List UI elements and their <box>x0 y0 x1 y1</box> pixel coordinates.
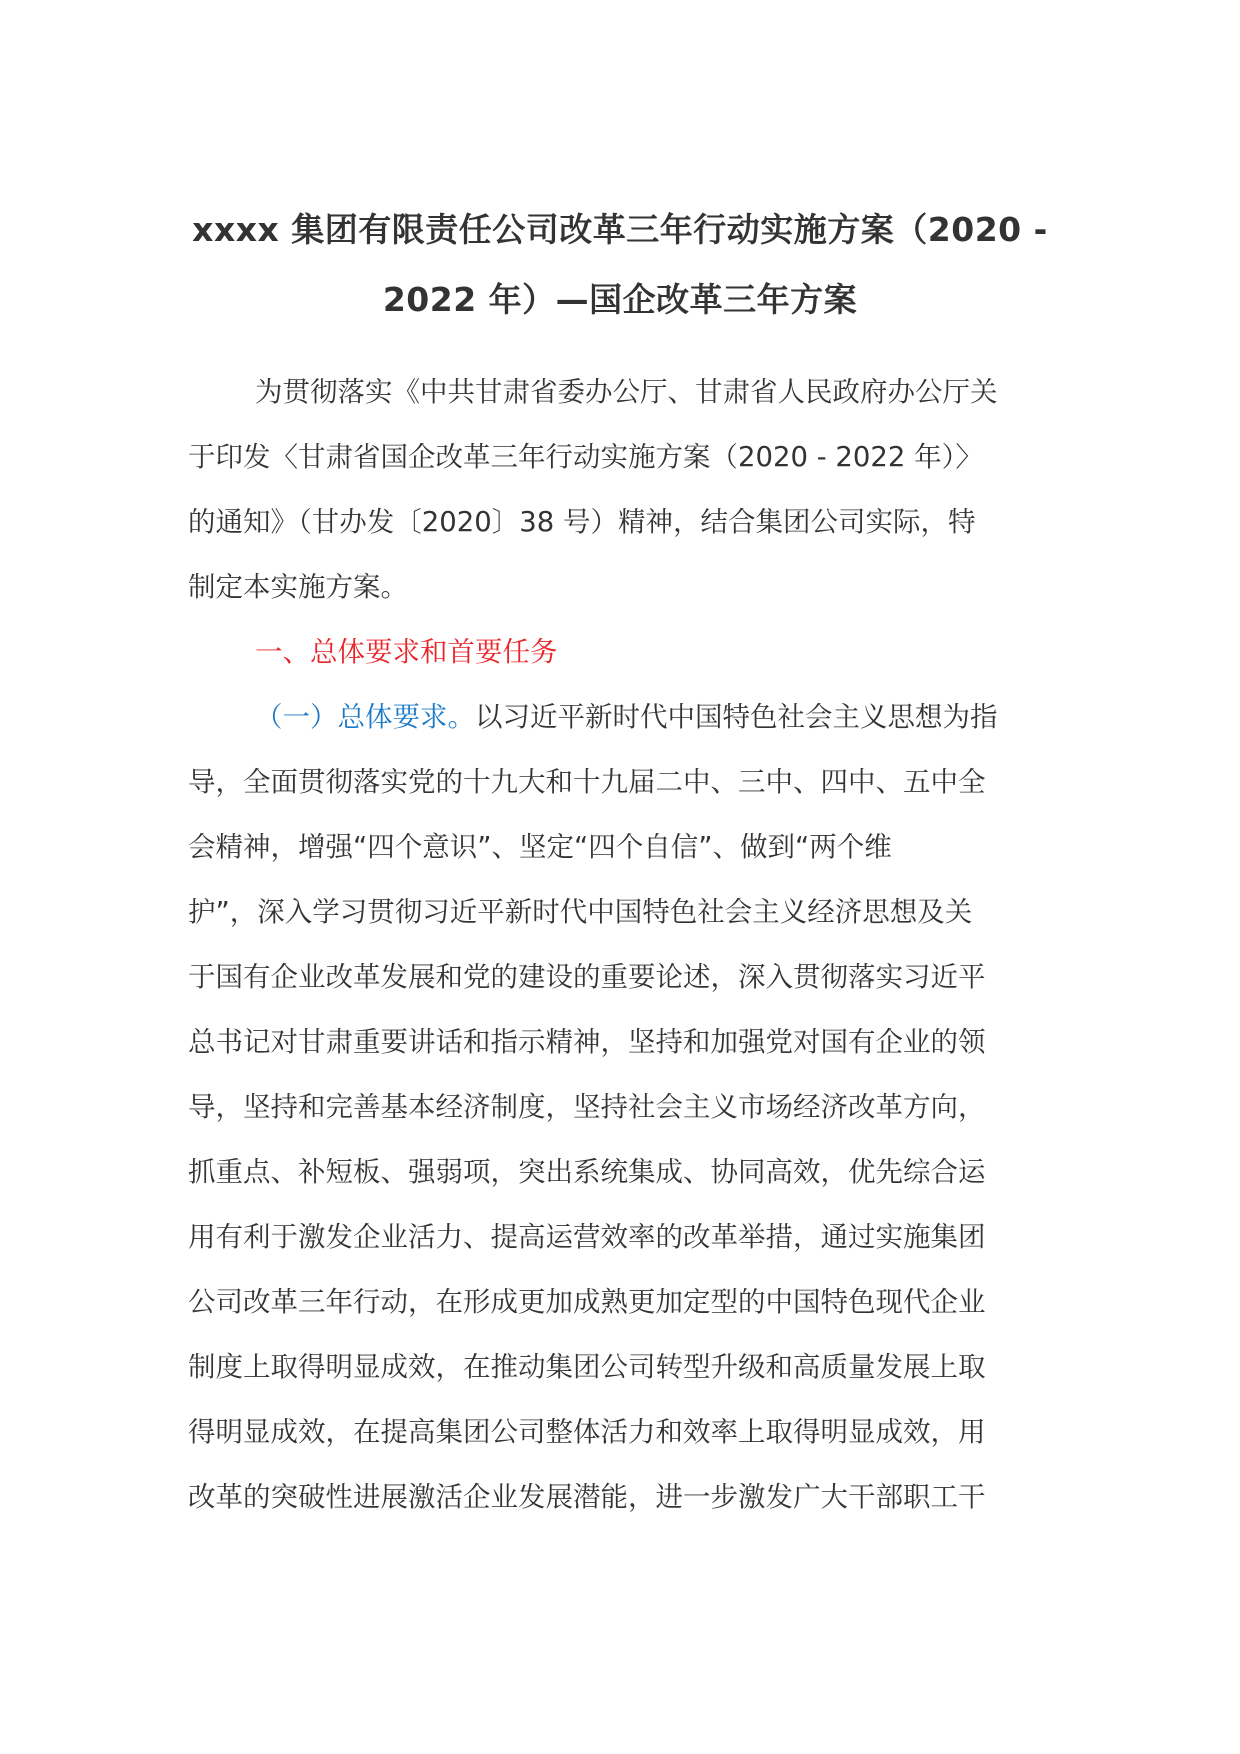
body-line-1: 导，全面贯彻落实党的十九大和十九届二中、三中、四中、五中全 <box>188 766 986 798</box>
body-line-7: 抓重点、补短板、强弱项，突出系统集成、协同高效，优先综合运 <box>188 1156 986 1188</box>
subsection-first-line <box>188 685 1050 750</box>
title-line-1: xxxx 集团有限责任公司改革三年行动实施方案（2020 - <box>192 210 1048 249</box>
body-line-8: 用有利于激发企业活力、提高运营效率的改革举措，通过实施集团 <box>188 1221 986 1253</box>
subsection-label: （一）总体要求。 <box>255 701 475 733</box>
body-line-4: 于国有企业改革发展和党的建设的重要论述，深入贯彻落实习近平 <box>188 961 986 993</box>
document-body <box>188 360 1050 1530</box>
document-title <box>170 195 1070 335</box>
intro-line-3: 的通知》（甘办发〔2020〕38 号）精神，结合集团公司实际，特 <box>188 506 976 538</box>
intro-line-1: 为贯彻落实《中共甘肃省委办公厅、甘肃省人民政府办公厅关 <box>255 376 998 408</box>
title-line-2: 2022 年）—国企改革三年方案 <box>382 280 858 319</box>
intro-line-4: 制定本实施方案。 <box>188 571 408 603</box>
body-line-12: 改革的突破性进展激活企业发展潜能，进一步激发广大干部职工干 <box>188 1481 986 1513</box>
body-line-5: 总书记对甘肃重要讲话和指示精神，坚持和加强党对国有企业的领 <box>188 1026 986 1058</box>
subsection-first-line-text: 以习近平新时代中国特色社会主义思想为指 <box>475 701 998 733</box>
body-line-2: 会精神，增强“四个意识”、坚定“四个自信”、做到“两个维 <box>188 831 892 863</box>
section-heading: 一、总体要求和首要任务 <box>255 636 558 668</box>
body-line-3: 护”，深入学习贯彻习近平新时代中国特色社会主义经济思想及关 <box>188 896 973 928</box>
body-line-6: 导，坚持和完善基本经济制度，坚持社会主义市场经济改革方向， <box>188 1091 986 1123</box>
body-line-9: 公司改革三年行动，在形成更加成熟更加定型的中国特色现代企业 <box>188 1286 986 1318</box>
body-line-10: 制度上取得明显成效，在推动集团公司转型升级和高质量发展上取 <box>188 1351 986 1383</box>
body-line-11: 得明显成效，在提高集团公司整体活力和效率上取得明显成效，用 <box>188 1416 986 1448</box>
intro-line-2: 于印发〈甘肃省国企改革三年行动实施方案（2020 - 2022 年）〉 <box>188 441 983 473</box>
